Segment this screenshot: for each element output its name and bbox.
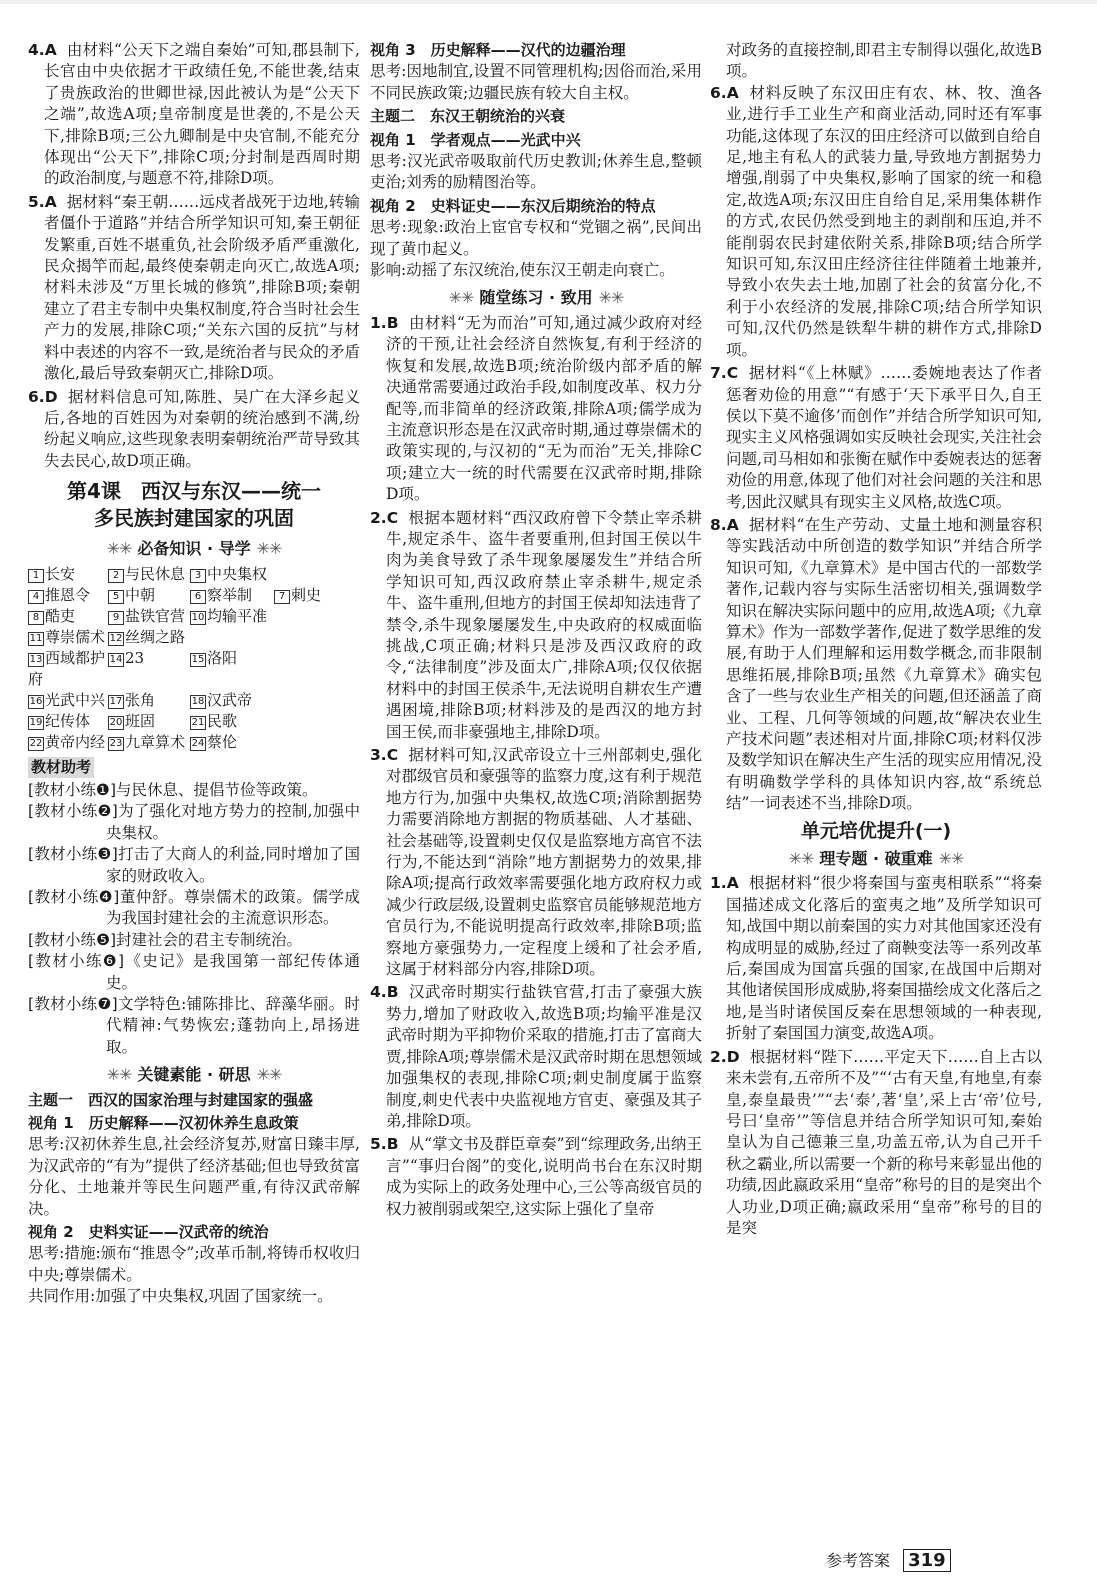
- term-text: 张角: [125, 690, 156, 709]
- footer-label: 参考答案: [826, 1551, 891, 1570]
- term-number: 21: [191, 716, 205, 728]
- textbook-exercise: [28, 887, 360, 930]
- term-text: 盐铁官营: [125, 606, 186, 625]
- term-text: 与民休息: [125, 564, 186, 583]
- exercise-label: [教材小练❷]: [28, 802, 118, 821]
- term-number: 8: [28, 611, 44, 625]
- term-text: 中朝: [125, 585, 156, 604]
- term-item: [28, 648, 108, 690]
- term-number: 15: [191, 653, 205, 665]
- exercise-text: 《史记》是我国第一部纪传体通史。: [106, 952, 360, 992]
- term-number: 1: [28, 569, 44, 583]
- term-item: [28, 732, 108, 753]
- term-item: [190, 648, 348, 690]
- view-heading: 视角 1 历史解释——汉初休养生息政策: [28, 1114, 299, 1133]
- answer-item: 6.A 材料反映了东汉田庄有农、林、牧、渔各业,进行手工业生产和商业活动,同时还有军事功能,这体现了东汉的田庄经济可以做到自给自足,地主有私人的武装力量,导致地方割据势力增强,削弱了中央集权,影响了国家的统一和稳定,故选A项;东汉田庄自给自足,采用集体耕作的方式,农民仍然受到地主的剥削和压迫,并不能削弱农民封建依附关系,排除B项;结合所学知识可知,东汉田庄经济往往伴随着土地兼并,导致小农失去土地,加剧了社会的贫富分化,不利于小农经济的发展,排除C项;结合所学知识可知,汉代仍然是铁犁牛耕的耕作方式,排除D项。: [710, 83, 1042, 359]
- term-number: 24: [191, 737, 205, 749]
- term-item: [108, 606, 190, 627]
- textbook-exercise: [28, 994, 360, 1058]
- textbook-exercise: [28, 930, 360, 951]
- view-heading: 视角 2 史料证史——东汉后期统治的特点: [370, 196, 656, 215]
- term-item: [190, 732, 348, 753]
- term-number: 9: [108, 611, 124, 625]
- page-footer: [826, 1548, 951, 1572]
- term-number: 14: [109, 653, 123, 665]
- term-text: 黄帝内经: [45, 732, 106, 751]
- textbook-exercise: [28, 780, 360, 801]
- term-text: 刺史: [291, 585, 322, 604]
- exercise-label: [教材小练❺]: [28, 930, 116, 949]
- section-heading: ✳✳ 必备知识 · 导学 ✳✳: [106, 539, 282, 559]
- term-item: [190, 606, 348, 627]
- term-item: [108, 627, 348, 648]
- term-text: 班固: [125, 711, 156, 730]
- term-item: [108, 732, 190, 753]
- answer-item: 1.B 由材料“无为而治”可知,通过减少政府对经济的干预,让社会经济自然恢复,有利于经济的恢复和发展,故选B项;统治阶级内部矛盾的解决通常需要通过政治手段,如制度改革、权力分配等,而非简单的经济政策,排除A项;儒学成为主流意识形态是在汉武帝时期,通过尊崇儒术的政策实现的,与汉初的“无为而治”无关,排除C项;建立大一统的时代需要在汉武帝时期,排除D项。: [370, 313, 702, 504]
- answer-item: 4.B 汉武帝时期实行盐铁官营,打击了豪强大族势力,增加了财政收入,故选B项;均输平准是汉武帝时期为平抑物价采取的措施,打击了富商大贾,排除A项;尊崇儒术是汉武帝时期在思想领域加强集权的表现,排除C项;刺史制度属于监察制度,刺史代表中央监视地方官吏、豪强及其子弟,排除D项。: [370, 983, 702, 1130]
- exercise-label: [教材小练❼]: [28, 995, 118, 1013]
- view-heading: 视角 2 史料实证——汉武帝的统治: [28, 1223, 269, 1242]
- section-heading: ✳✳ 随堂练习 · 致用 ✳✳: [448, 288, 624, 308]
- exercise-text: 董仲舒。尊崇儒术的政策。儒学成为我国封建社会的主流意识形态。: [106, 887, 360, 928]
- term-text: 推恩令: [45, 585, 91, 604]
- textbook-exercise: [28, 801, 360, 844]
- view-text: 思考:措施:颁布“推恩令”;改革币制,将铸币权收归中央;尊崇儒术。: [28, 1244, 360, 1284]
- topic-heading: 主题二 东汉王朝统治的兴衰: [370, 107, 566, 126]
- answer-item: 1.A 根据材料“很少将秦国与蛮夷相联系”“将秦国描述成文化落后的蛮夷之地”及所学知识可知,战国中期以前秦国的实力对其他国家还没有构成明显的威胁,经过了商鞅变法等一系列改革后,秦国成为国富兵强的国家,在战国中后期对其他诸侯国形成威胁,将秦国描绘成文化落后之地,是当时诸侯国反秦在思想领域的一种表现,折射了秦国国力演变,故选A项。: [710, 874, 1042, 1043]
- column-left: [28, 40, 360, 1308]
- exercise-label: [教材小练❹]: [28, 887, 120, 906]
- exercise-text: 与民休息、提倡节俭等政策。: [116, 780, 318, 799]
- exercise-text: 打击了大商人的利益,同时增加了国家的财政收入。: [106, 845, 360, 885]
- answer-item: 8.A 据材料“在生产劳动、丈量土地和测量容积等实践活动中所创造的数学知识”并结合所学知识可知,《九章算术》是中国古代的一部数学著作,记载内容与实际生活密切相关,强调数学知识在解决实际问题中的应用,故选A项;《九章算术》作为一部数学著作,促进了数学思维的发展,有助于人们理解和运用数学概念,而非限制思维拓展,排除B项;虽然《九章算术》确实包含了一些与农业生产相关的问题,但还涵盖了商业、工程、几何等领域的问题,故“解决农业生产技术问题”表述相对片面,排除C项;材料仅涉及数学知识在解决生产生活的现实应用情况,没有明确数学学科的具体知识内容,故“系统总结”一词表述不当,排除D项。: [710, 515, 1042, 813]
- exercise-label: [教材小练❶]: [28, 780, 116, 799]
- answer-item: 6.D 据材料信息可知,陈胜、吴广在大泽乡起义后,各地的百姓因为对秦朝的统治感到不满,纷纷起义响应,这些现象表明秦朝统治严苛导致其失去民心,故D项正确。: [28, 387, 360, 470]
- term-item: [108, 648, 190, 690]
- term-text: 洛阳: [207, 648, 238, 667]
- answer-item: 5.A 据材料“秦王朝……远戍者战死于边地,转输者僵仆于道路”并结合所学知识可知,秦王朝征发繁重,百姓不堪重负,社会阶级矛盾严重激化,民众揭竿而起,最终使秦朝走向灭亡,故选A项;材料未涉及“万里长城的修筑”,排除B项;秦朝建立了君主专制中央集权制度,符合当时社会生产力的发展,排除C项;“关东六国的反抗”与材料中表述的内容不一致,是统治者与民众的矛盾激化,最后导致秦朝灭亡,排除D项。: [28, 192, 360, 383]
- term-number: 4: [28, 590, 44, 604]
- term-item: [108, 585, 190, 606]
- term-number: 20: [109, 716, 123, 728]
- textbook-exercise: [28, 951, 360, 994]
- answer-item: 2.C 根据本题材料“西汉政府曾下令禁止宰杀耕牛,规定杀牛、盗牛者要重刑,但封国王侯以牛肉为美食导致了杀牛现象屡屡发生”并结合所学知识可知,西汉政府禁止宰杀耕牛,规定杀牛、盗牛重刑,但地方的封国王侯却知法违背了禁令,杀牛现象屡屡发生,中央政府的权威面临挑战,C项正确;材料只是涉及西汉政府的政令,“法律制度”涉及面太广,排除A项;仅仅依据材料中的封国王侯杀牛,无法说明自耕农生产遭遇困境,排除B项;材料涉及的是西汉的地方封国王侯,而非豪强地主,排除D项。: [370, 508, 702, 741]
- term-number: 23: [109, 737, 123, 749]
- answer-continuation: 对政务的直接控制,即君主专制得以强化,故选B项。: [726, 41, 1042, 81]
- answer-item: 5.B 从“掌文书及群臣章奏”到“综理政务,出纳王言”“事归台阁”的变化,说明尚书台在东汉时期成为实际上的政务处理中心,三公等高级官员的权力被削弱或架空,这实际上强化了皇帝: [370, 1135, 702, 1218]
- term-item: [190, 690, 348, 711]
- term-item: [274, 585, 348, 606]
- unit-title: 单元培优提升(一): [800, 819, 952, 842]
- view-text: 思考:因地制宜,设置不同管理机构;因俗而治,采用不同民族政策;边疆民族有较大自主权。: [370, 62, 702, 102]
- exercise-label: [教材小练❸]: [28, 845, 118, 864]
- column-middle: [370, 40, 702, 1222]
- view-text: 思考:汉初休养生息,社会经济复苏,财富日臻丰厚,为汉武帝的“有为”提供了经济基础;但也导致贫富分化、土地兼并等民生问题严重,有待汉武帝解决。: [28, 1135, 360, 1218]
- term-text: 九章算术: [125, 732, 186, 751]
- term-item: [28, 606, 108, 627]
- answer-item: 4.A 由材料“公天下之端自秦始”可知,郡县制下,长官由中央依据才干政绩任免,不能世袭,结束了贵族政治的世卿世禄,因此被认为是“公天下之端”,故选A项;皇帝制度是世袭的,不是公天下,排除B项;三公九卿制是中央官制,不能充分体现出“公天下”,排除C项;分封制是西周时期的政治制度,与题意不符,排除D项。: [28, 41, 360, 188]
- term-number: 16: [29, 695, 43, 707]
- term-text: 蔡伦: [207, 732, 238, 751]
- term-item: [190, 564, 348, 585]
- view-text: 思考:现象:政治上宦官专权和“党锢之祸”,民间出现了黄巾起义。: [370, 218, 702, 258]
- term-number: 6: [190, 590, 206, 604]
- term-text: 长安: [45, 564, 76, 583]
- view-heading: 视角 3 历史解释——汉代的边疆治理: [370, 41, 626, 59]
- textbook-exercise: [28, 844, 360, 887]
- term-item: [28, 585, 108, 606]
- term-number: 11: [29, 632, 43, 644]
- term-item: [190, 711, 348, 732]
- term-grid: [28, 564, 360, 753]
- textbook-tag: 教材助考: [28, 757, 94, 778]
- term-item: [108, 564, 190, 585]
- view-text: 共同作用:加强了中央集权,巩固了国家统一。: [28, 1287, 333, 1306]
- term-text: 丝绸之路: [125, 627, 186, 646]
- exercise-text: 为了强化对地方势力的控制,加强中央集权。: [106, 802, 360, 842]
- term-number: 5: [108, 590, 124, 604]
- term-text: 西域都护府: [28, 648, 106, 688]
- term-number: 18: [191, 695, 205, 707]
- term-text: 纪传体: [45, 711, 91, 730]
- term-item: [108, 711, 190, 732]
- exercise-text: 文学特色:铺陈排比、辞藻华丽。时代精神:气势恢宏;蓬勃向上,昂扬进取。: [106, 995, 360, 1056]
- term-number: 22: [29, 737, 43, 749]
- top-edge: [0, 0, 1097, 4]
- term-number: 17: [109, 695, 123, 707]
- term-number: 13: [29, 653, 43, 665]
- term-item: [108, 690, 190, 711]
- term-text: 尊崇儒术: [45, 627, 106, 646]
- section-heading: ✳✳ 关键素能 · 研思 ✳✳: [106, 1065, 282, 1085]
- view-text: 思考:汉光武帝吸取前代历史教训;休养生息,整顿吏治;刘秀的励精图治等。: [370, 152, 702, 192]
- term-item: [28, 564, 108, 585]
- term-number: 3: [190, 569, 206, 583]
- answer-item: 3.C 据材料可知,汉武帝设立十三州部刺史,强化对郡级官员和豪强等的监察力度,这有利于规范地方行为,加强中央集权,故选C项;消除割据势力需要消除地方割据的物质基础、人才基础、社会基础等,设置刺史仅仅是监察地方高官不法行为,不能达到“消除”地方割据势力的效果,排除A项;提高行政效率需要强化地方政府权力或减少行政层级,设置刺史监察官员能够规范地方官员行为,不能说明提高行政效率,排除B项;监察地方豪强势力,一定程度上缓和了社会矛盾,这属于材料部分内容,排除D项。: [370, 746, 702, 979]
- term-text: 汉武帝: [207, 690, 253, 709]
- term-text: 光武中兴: [45, 690, 106, 709]
- term-number: 19: [29, 716, 43, 728]
- term-item: [28, 627, 108, 648]
- term-number: 10: [191, 611, 205, 623]
- lesson-title: 第4课 西汉与东汉——统一 多民族封建国家的巩固: [67, 479, 321, 531]
- term-text: 23: [125, 648, 145, 667]
- term-item: [190, 585, 274, 606]
- term-item: [28, 711, 108, 732]
- term-text: 均输平准: [207, 606, 268, 625]
- exercise-label: [教材小练❻]: [28, 952, 125, 971]
- term-text: 酷吏: [45, 606, 76, 625]
- term-text: 民歌: [207, 711, 238, 730]
- section-heading: ✳✳ 理专题 · 破重难 ✳✳: [788, 849, 964, 869]
- answer-item: 7.C 据材料“《上林赋》……委婉地表达了作者惩奢劝俭的用意”“有感于‘天下承平日久,自王侯以下莫不逾侈’而创作”并结合所学知识可知,现实主义风格强调如实反映社会现实,关注社会问题,司马相如和张衡在赋作中委婉表达的惩奢劝俭的用意,体现了他们对社会问题的关注和思考,因此汉赋具有现实主义风格,故选C项。: [710, 364, 1042, 511]
- exercise-list: [28, 780, 360, 1058]
- term-text: 察举制: [207, 585, 253, 604]
- exercise-text: 封建社会的君主专制统治。: [116, 930, 303, 949]
- term-number: 7: [274, 590, 290, 604]
- page-number: 319: [903, 1549, 951, 1572]
- topic-heading: 主题一 西汉的国家治理与封建国家的强盛: [28, 1090, 314, 1109]
- term-number: 12: [109, 632, 123, 644]
- term-item: [28, 690, 108, 711]
- term-number: 2: [108, 569, 124, 583]
- view-heading: 视角 1 学者观点——光武中兴: [370, 130, 581, 149]
- term-text: 中央集权: [207, 564, 268, 583]
- column-right: [710, 40, 1042, 1241]
- answer-item: 2.D 根据材料“陛下……平定天下……自上古以来未尝有,五帝所不及”“‘古有天皇,有地皇,有泰皇,泰皇最贵’”“去‘泰’,著‘皇’,采上古‘帝’位号,号曰‘皇帝’”等信息并结合所学知识可知,秦始皇认为自己德兼三皇,功盖五帝,认为自己开千秋之霸业,所以需要一个新的称号来彰显出他的功绩,因此嬴政采用“皇帝”称号的目的是突出个人功业,D项正确;嬴政采用“皇帝”称号的目的是突: [710, 1047, 1042, 1237]
- view-text: 影响:动摇了东汉统治,使东汉王朝走向衰亡。: [370, 261, 675, 280]
